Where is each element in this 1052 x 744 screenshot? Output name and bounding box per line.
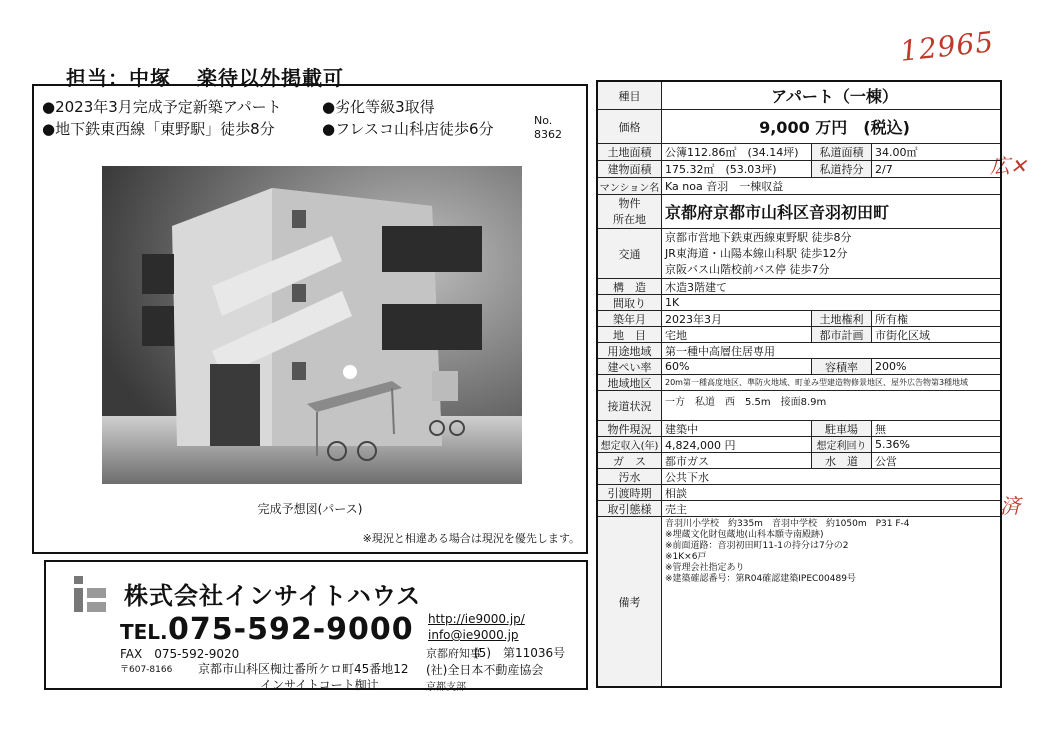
spec-label (598, 195, 662, 228)
highlight-item: ●フレスコ山科店徒歩6分 (322, 120, 494, 138)
table-row (598, 161, 1000, 178)
spec-label: 種目 (598, 82, 662, 109)
spec-label: 汚水 (598, 469, 662, 484)
transport-item: 京都市営地下鉄東西線東野駅 徒歩8分 (665, 230, 852, 244)
remark-line: ※管理会社指定あり (665, 563, 745, 573)
land-area: 公簿112.86㎡ (34.14坪) (662, 144, 812, 160)
photo-caption: 完成予想図(パース) (257, 502, 363, 516)
spec-label: 容積率 (812, 359, 872, 374)
handwritten-mark: 済 (1000, 494, 1020, 518)
table-row (598, 295, 1000, 311)
highlight-item: ●2023年3月完成予定新築アパート (42, 98, 282, 116)
current-status: 建築中 (662, 421, 812, 436)
building-rendering-image (102, 166, 522, 484)
remark-line: ※建築確認番号：第R04確認建築IPEC00489号 (665, 574, 856, 584)
highlights (42, 96, 542, 140)
table-row (598, 421, 1000, 437)
spec-label: 備考 (598, 517, 662, 686)
expected-income: 4,824,000 円 (662, 437, 812, 452)
table-row (598, 359, 1000, 375)
spec-label: 水 道 (812, 453, 872, 468)
handwritten-number: 12965 (898, 25, 996, 68)
water: 公営 (875, 454, 897, 468)
mansion-name: Ka noa 音羽 一棟収益 (665, 180, 784, 193)
table-row (598, 327, 1000, 343)
land-right: 所有権 (875, 312, 908, 326)
tel-label: TEL. (120, 620, 168, 644)
built-date: 2023年3月 (662, 311, 812, 326)
spec-label: 想定収入(年) (598, 437, 662, 452)
spec-label: 土地面積 (598, 144, 662, 160)
table-row (598, 82, 1000, 110)
listing-number-value: 8362 (534, 128, 562, 141)
website-link[interactable]: http://ie9000.jp/ (428, 612, 525, 626)
spec-label: 間取り (598, 295, 662, 310)
transport-item: JR東海道・山陽本線山科駅 徒歩12分 (665, 246, 848, 260)
remark-line: ※埋蔵文化財包蔵地(山科本願寺南殿跡) (665, 530, 824, 540)
handwritten-mark: 広✕ (990, 154, 1027, 178)
table-row (598, 485, 1000, 501)
transaction-type: 売主 (665, 502, 687, 516)
floor-layout: 1K (665, 296, 680, 309)
highlight-item: ●地下鉄東西線「東野駅」徒歩8分 (42, 120, 275, 138)
spec-label: 想定利回り (812, 437, 872, 452)
postal-code: 〒607-8166 (120, 665, 173, 675)
company-name: 株式会社インサイトハウス (124, 582, 422, 610)
table-row (598, 178, 1000, 195)
transport-item: 京阪バス山階校前バス停 徒歩7分 (665, 262, 830, 276)
spec-label: 接道状況 (598, 391, 662, 420)
table-row (598, 279, 1000, 295)
company-address: 京都市山科区椥辻番所ケロ町45番地12 (198, 662, 409, 676)
remark-line: 音羽川小学校 約335m 音羽中学校 約1050m P31 F-4 (665, 519, 910, 529)
table-row (598, 517, 1000, 686)
company-logo (72, 574, 108, 614)
staff-name: 担当：中塚 (66, 66, 171, 90)
land-category: 宅地 (662, 327, 812, 342)
district: 20m第一種高度地区、準防火地域、町並み型建造物修景地区、屋外広告物第3種地域 (665, 378, 969, 387)
table-row (598, 343, 1000, 359)
table-row (598, 110, 1000, 144)
expected-yield: 5.36% (875, 438, 910, 451)
private-road-area: 34.00㎡ (875, 146, 918, 159)
location-label-line: 物件 (618, 196, 641, 210)
spec-label: 私道持分 (812, 161, 872, 177)
handover-timing: 相談 (665, 486, 687, 500)
zoning: 第一種中高層住居専用 (665, 344, 775, 358)
spec-label: 用途地域 (598, 343, 662, 358)
phone-number[interactable]: 075-592-9000 (168, 612, 414, 647)
spec-label: 構 造 (598, 279, 662, 294)
table-row (598, 501, 1000, 517)
floor-area-ratio: 200% (875, 360, 907, 373)
transport-list (662, 229, 1004, 278)
association-name: (社)全日本不動産協会 (426, 663, 544, 677)
spec-label: 土地権利 (812, 311, 872, 326)
building-illustration (102, 166, 522, 484)
company-building: インサイトコート椥辻 (260, 678, 379, 692)
sewage: 公共下水 (665, 470, 709, 484)
property-type: アパート（一棟） (771, 87, 898, 106)
remark-line: ※1K×6戸 (665, 552, 707, 562)
table-row (598, 469, 1000, 485)
fax-number: FAX 075-592-9020 (120, 647, 240, 661)
table-row (598, 229, 1000, 279)
table-row (598, 311, 1000, 327)
spec-label: 建物面積 (598, 161, 662, 177)
license-number: (5) 第11036号 (474, 646, 566, 660)
highlight-item: ●劣化等級3取得 (322, 98, 435, 116)
spec-label: 価格 (598, 110, 662, 143)
property-location: 京都府京都市山科区音羽初田町 (665, 203, 890, 222)
spec-label: 私道面積 (812, 144, 872, 160)
table-row (598, 437, 1000, 453)
property-summary-panel (32, 84, 588, 554)
location-label-line: 所在地 (613, 212, 646, 226)
table-row (598, 144, 1000, 161)
structure: 木造3階建て (665, 280, 727, 294)
listing-number-label: No. (534, 114, 553, 127)
price: 9,000 万円 (税込) (759, 118, 910, 137)
road-access: 一方 私道 西 5.5m 接面8.9m (665, 397, 827, 408)
spec-label: 地 目 (598, 327, 662, 342)
listing-number (534, 114, 562, 142)
spec-label: 建ぺい率 (598, 359, 662, 374)
spec-label: 築年月 (598, 311, 662, 326)
property-spec-table (596, 80, 1002, 688)
table-row (598, 375, 1000, 391)
spec-label: マンション名 (598, 178, 662, 194)
spec-label: 物件現況 (598, 421, 662, 436)
coverage-ratio: 60% (662, 359, 812, 374)
spec-label: 取引態様 (598, 501, 662, 516)
spec-label: 地域地区 (598, 375, 662, 390)
spec-label: 交通 (598, 229, 662, 278)
spec-label: 都市計画 (812, 327, 872, 342)
private-road-share: 2/7 (875, 162, 893, 176)
spec-label: ガ ス (598, 453, 662, 468)
table-row (598, 453, 1000, 469)
table-row (598, 391, 1000, 421)
spec-label: 駐車場 (812, 421, 872, 436)
table-row (598, 195, 1000, 229)
license-label: 京都府知事 (426, 647, 481, 660)
remarks (662, 517, 1004, 686)
parking: 無 (875, 422, 886, 436)
notice-text: ※現況と相違ある場合は現況を優先します。 (362, 532, 580, 545)
building-area: 175.32㎡ (53.03坪) (662, 161, 812, 177)
spec-label: 引渡時期 (598, 485, 662, 500)
city-plan: 市街化区域 (875, 328, 930, 342)
association-branch: 京都支部 (426, 682, 466, 693)
company-panel (44, 560, 588, 693)
email-link[interactable]: info@ie9000.jp (428, 628, 519, 642)
gas: 都市ガス (662, 453, 812, 468)
ad-note: 楽待以外掲載可 (196, 66, 344, 90)
remark-line: ※前面道路：音羽初田町11-1の持分は7分の2 (665, 541, 849, 551)
